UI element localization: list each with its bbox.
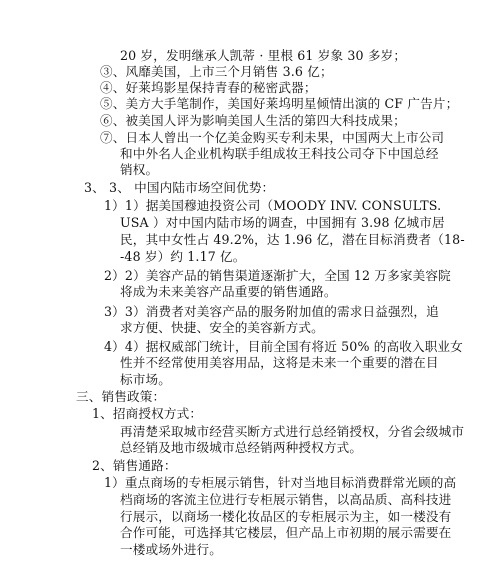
text-line: 1）1）据美国穆迪投资公司（MOODY INV. CONSULTS. (104, 198, 442, 213)
subsection-heading: 2、销售通路： (92, 458, 177, 473)
text-line: USA ）对中国内陆市场的调查，中国拥有 3.98 亿城市居 (120, 215, 445, 230)
text-line: 4）4）据权威部门统计，目前全国有将近 50% 的高收入职业女 (104, 339, 463, 354)
text-line: 2）2）美容产品的销售渠道逐渐扩大，全国 12 万多家美容院 (104, 268, 451, 283)
text-line: ⑦、日本人曾出一个亿美金购买专利未果，中国两大上市公司 (100, 130, 445, 145)
text-line: ⑥、被美国人评为影响美国人生活的第四大科技成果； (100, 113, 406, 128)
section-heading: 三、销售政策： (76, 389, 166, 404)
text-line: 行展示，以商场一楼化妆品区的专柜展示为主，如一楼没有 (120, 509, 452, 524)
text-line: 民，其中女性占 49.2%，达 1.96 亿，潜在目标消费者（18- (120, 232, 465, 247)
text-line: 将成为未来美容产品重要的销售通路。 (120, 284, 337, 299)
subsection-heading: 1、招商授权方式： (92, 406, 203, 421)
text-line: 求方便、快捷、安全的美容新方式。 (120, 320, 324, 335)
text-line: 性并不经常使用美容用品，这将是未来一个重要的潜在目 (120, 355, 439, 370)
text-line: 销权。 (120, 162, 159, 177)
text-line: ⑤、美方大手笔制作，美国好莱坞明星倾情出演的 CF 广告片； (100, 96, 459, 111)
text-line: ④、好莱坞影星保持青春的秘密武器； (100, 80, 317, 95)
text-line: 1）重点商场的专柜展示销售，针对当地目标消费群常光顾的高 (104, 475, 457, 490)
text-line: 和中外名人企业机构联手组成妆王科技公司夺下中国总经 (120, 146, 439, 161)
text-line: 标市场。 (120, 372, 171, 387)
text-line: 3）3）消费者对美容产品的服务附加值的需求日益强烈，追 (104, 304, 439, 319)
text-line: ③、风靡美国，上市三个月销售 3.6 亿； (100, 64, 333, 79)
text-line: -48 岁）约 1.17 亿。 (120, 249, 246, 264)
text-line: 20 岁，发明继承人凯蒂 · 里根 61 岁象 30 多岁； (120, 48, 407, 63)
text-line: 档商场的客流主位进行专柜展示销售，以高品质、高科技进 (120, 492, 452, 507)
section-heading: 3、 3、 中国内陆市场空间优势： (84, 180, 275, 195)
text-line: 一楼或场外进行。 (120, 542, 222, 557)
text-line: 总经销及地市级城市总经销两种授权方式。 (120, 440, 363, 455)
text-line: 合作可能，可选择其它楼层，但产品上市初期的展示需要在 (120, 525, 452, 540)
text-line: 再清楚采取城市经营买断方式进行总经销授权，分省会级城市 (120, 424, 465, 439)
